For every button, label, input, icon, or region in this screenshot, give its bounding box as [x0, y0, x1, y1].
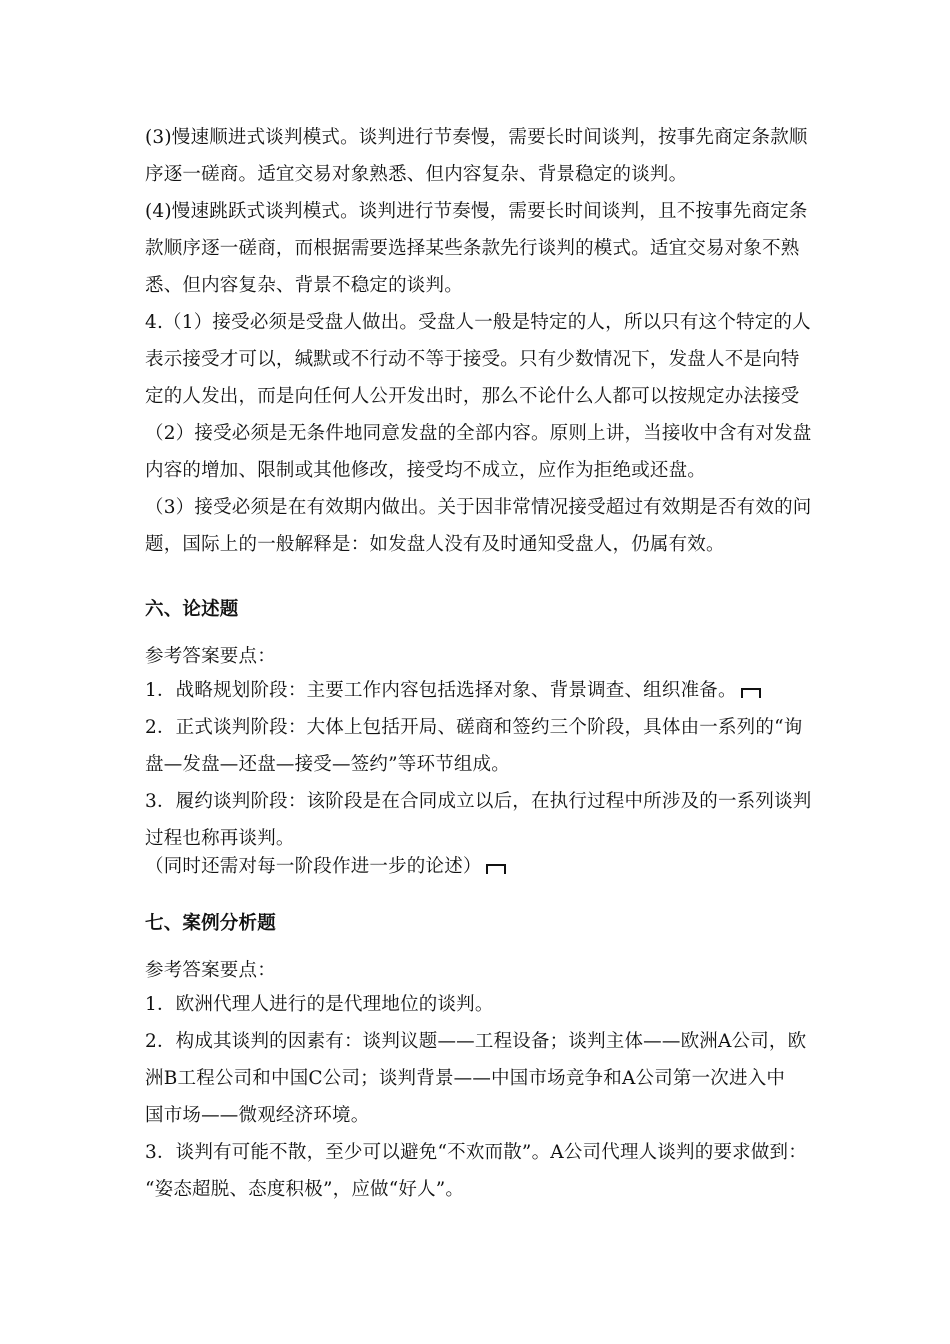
text-line: 过程也称再谈判。 [145, 828, 295, 849]
text-line: (4)慢速跳跃式谈判模式。谈判进行节奏慢，需要长时间谈判，且不按事先商定条 [145, 201, 808, 222]
text-line: 3．履约谈判阶段：该阶段是在合同成立以后，在执行过程中所涉及的一系列谈判 [145, 791, 812, 812]
text-line: 序逐一磋商。适宜交易对象熟悉、但内容复杂、背景稳定的谈判。 [145, 164, 688, 185]
text-line: 悉、但内容复杂、背景不稳定的谈判。 [145, 275, 463, 296]
text-line: 表示接受才可以，缄默或不行动不等于接受。只有少数情况下，发盘人不是向特 [145, 349, 800, 370]
bracket-mark-icon [741, 688, 761, 698]
bracket-mark-icon [486, 864, 506, 874]
text-line: 款顺序逐一磋商，而根据需要选择某些条款先行谈判的模式。适宜交易对象不熟 [145, 238, 800, 259]
text-line: 2．正式谈判阶段：大体上包括开局、磋商和签约三个阶段，具体由一系列的“询 [145, 717, 803, 738]
text-line: 参考答案要点： [145, 960, 276, 981]
text-line [145, 679, 761, 703]
text-line: 定的人发出，而是向任何人公开发出时，那么不论什么人都可以按规定办法接受 [145, 386, 800, 407]
text-line: 参考答案要点： [145, 646, 276, 667]
section-heading: 六、论述题 [145, 599, 239, 620]
text-line: 内容的增加、限制或其他修改，接受均不成立，应作为拒绝或还盘。 [145, 460, 707, 481]
text-line: （2）接受必须是无条件地同意发盘的全部内容。原则上讲，当接收中含有对发盘 [145, 423, 812, 444]
section-heading: 七、案例分析题 [145, 913, 276, 934]
text-line: 1．欧洲代理人进行的是代理地位的谈判。 [145, 994, 494, 1015]
text-line: 3．谈判有可能不散，至少可以避免“不欢而散”。A公司代理人谈判的要求做到： [145, 1142, 807, 1163]
text-line: 题，国际上的一般解释是：如发盘人没有及时通知受盘人，仍属有效。 [145, 534, 725, 555]
text-line: “姿态超脱、态度积极”，应做“好人”。 [145, 1179, 465, 1200]
text-line: 2．构成其谈判的因素有：谈判议题——工程设备；谈判主体——欧洲A公司，欧 [145, 1031, 807, 1052]
text-span: （同时还需对每一阶段作进一步的论述） [145, 856, 482, 877]
text-line: 国市场——微观经济环境。 [145, 1105, 370, 1126]
text-line: 盘—发盘—还盘—接受—签约”等环节组成。 [145, 754, 510, 775]
text-line: (3)慢速顺进式谈判模式。谈判进行节奏慢，需要长时间谈判，按事先商定条款顺 [145, 127, 808, 148]
text-line: 洲B工程公司和中国C公司；谈判背景——中国市场竞争和A公司第一次进入中 [145, 1068, 786, 1089]
text-span: 1．战略规划阶段：主要工作内容包括选择对象、背景调查、组织准备。 [145, 680, 737, 701]
text-line [145, 855, 506, 879]
text-line: （3）接受必须是在有效期内做出。关于因非常情况接受超过有效期是否有效的问 [145, 497, 812, 518]
text-line: 4.（1）接受必须是受盘人做出。受盘人一般是特定的人，所以只有这个特定的人 [145, 312, 811, 333]
